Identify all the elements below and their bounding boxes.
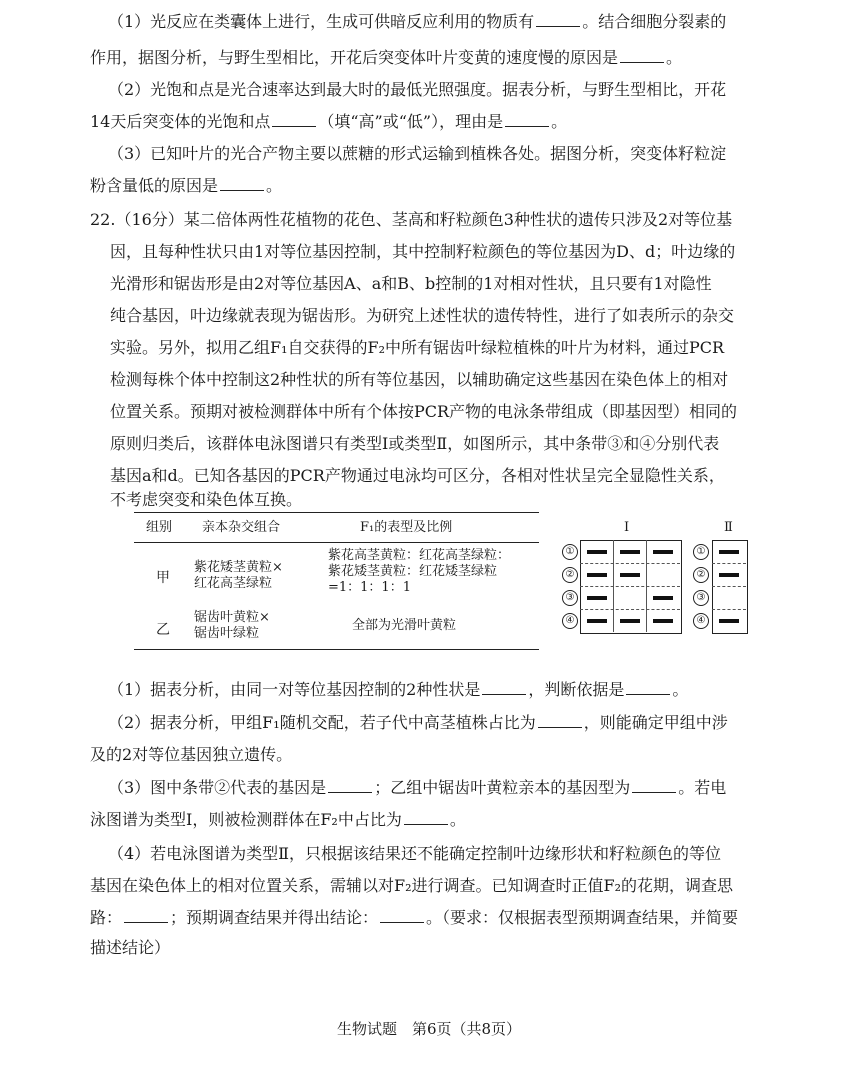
- gel-band: [587, 619, 607, 623]
- band-label-1: ①: [693, 544, 709, 560]
- table-row-group: 乙: [156, 622, 170, 638]
- table-row-parents: 紫花矮茎黄粒×: [194, 560, 283, 575]
- answer-blank[interactable]: [538, 713, 582, 728]
- type-2-label: Ⅱ: [724, 520, 733, 535]
- band-label-3: ③: [562, 590, 578, 606]
- gel-band: [620, 550, 640, 554]
- subq-4-cont: 描述结论）: [90, 938, 171, 957]
- subq-3-cont: 泳图谱为类型Ⅰ，则被检测群体在F₂中占比为 。: [90, 810, 466, 829]
- gel-band: [587, 550, 607, 554]
- gel-band: [620, 619, 640, 623]
- q22-line-10: 不考虑突变和染色体互换。: [110, 490, 303, 509]
- q22-line-6: 检测每株个体中控制这2种性状的所有等位基因，以辅助确定这些基因在染色体上的相对: [110, 370, 729, 389]
- subq-1: （1）据表分析，由同一对等位基因控制的2种性状是 ，判断依据是 。: [108, 680, 689, 699]
- cross-table: [134, 512, 539, 650]
- q21-line-5: （3）已知叶片的光合产物主要以蔗糖的形式运输到植株各处。据图分析，突变体籽粒淀: [108, 144, 727, 163]
- q22-line-8: 原则归类后，该群体电泳图谱只有类型Ⅰ或类型Ⅱ，如图所示，其中条带③和④分别代表: [110, 434, 720, 453]
- q22-line-2: 因，且每种性状只由1对等位基因控制，其中控制籽粒颜色的等位基因为D、d；叶边缘的: [110, 242, 736, 261]
- q21-line-6: 粉含量低的原因是 。: [90, 176, 283, 195]
- q22-line-7: 位置关系。预期对被检测群体中所有个体按PCR产物的电泳条带组成（即基因型）相同的: [110, 402, 738, 421]
- answer-blank[interactable]: [220, 176, 264, 191]
- q21-line-3: （2）光饱和点是光合速率达到最大时的最低光照强度。据表分析，与野生型相比，开花: [108, 80, 727, 99]
- answer-blank[interactable]: [620, 48, 664, 63]
- type-1-label: Ⅰ: [624, 520, 630, 535]
- q22-line-4: 纯合基因，叶边缘就表现为锯齿形。为研究上述性状的遗传特性，进行了如表所示的杂交: [110, 306, 735, 325]
- answer-blank[interactable]: [632, 778, 676, 793]
- q22-line-3: 光滑形和锯齿形是由2对等位基因A、a和B、b控制的1对相对性状，且只要有1对隐性: [110, 274, 712, 293]
- answer-blank[interactable]: [536, 12, 580, 27]
- band-label-1: ①: [562, 544, 578, 560]
- answer-blank[interactable]: [505, 112, 549, 127]
- table-row-f1: =1：1：1：1: [328, 580, 411, 595]
- subq-3: （3）图中条带②代表的基因是 ；乙组中锯齿叶黄粒亲本的基因型为 。若电: [108, 778, 727, 797]
- answer-blank[interactable]: [124, 908, 168, 923]
- answer-blank[interactable]: [328, 778, 372, 793]
- answer-blank[interactable]: [626, 680, 670, 695]
- table-row-group: 甲: [156, 570, 170, 586]
- band-label-3: ③: [693, 590, 709, 606]
- gel-band: [653, 550, 673, 554]
- q22-line-9: 基因a和d。已知各基因的PCR产物通过电泳均可区分，各相对性状呈完全显隐性关系，: [110, 466, 725, 485]
- gel-band: [719, 550, 739, 554]
- table-row-parents: 锯齿叶黄粒×: [194, 610, 270, 625]
- table-row-f1: 全部为光滑叶黄粒: [352, 618, 457, 633]
- table-row-parents: 红花高茎绿粒: [194, 576, 273, 591]
- answer-blank[interactable]: [380, 908, 424, 923]
- page-footer: 生物试题 第6页（共8页）: [336, 1020, 522, 1038]
- band-label-4: ④: [693, 613, 709, 629]
- gel-band: [653, 596, 673, 600]
- subq-2-cont: 及的2对等位基因独立遗传。: [90, 745, 293, 764]
- table-row-parents: 锯齿叶绿粒: [194, 626, 260, 641]
- gel-band: [719, 619, 739, 623]
- q21-line-2: 作用，据图分析，与野生型相比，开花后突变体叶片变黄的速度慢的原因是 。: [90, 48, 683, 67]
- answer-blank[interactable]: [272, 112, 316, 127]
- subq-4-cont: 基因在染色体上的相对位置关系，需辅以对F₂进行调查。已知调查时正值F₂的花期，调查思: [90, 876, 734, 895]
- gel-band: [719, 573, 739, 577]
- gel-band: [653, 619, 673, 623]
- q22-line-5: 实验。另外，拟用乙组F₁自交获得的F₂中所有锯齿叶绿粒植株的叶片为材料，通过PCR: [110, 338, 725, 357]
- q22-line-1: 22.（16分）某二倍体两性花植物的花色、茎高和籽粒颜色3种性状的遗传只涉及2对等位基: [90, 210, 733, 229]
- answer-blank[interactable]: [404, 810, 448, 825]
- subq-4: （4）若电泳图谱为类型Ⅱ，只根据该结果还不能确定控制叶边缘形状和籽粒颜色的等位: [108, 844, 722, 863]
- subq-4-cont: 路： ；预期调查结果并得出结论： 。（要求：仅根据表型预期调查结果，并简要: [90, 908, 739, 927]
- band-label-2: ②: [562, 567, 578, 583]
- gel-band: [587, 573, 607, 577]
- band-label-2: ②: [693, 567, 709, 583]
- table-header-f1: F₁的表型及比例: [360, 520, 453, 535]
- electrophoresis-diagram: [560, 520, 760, 640]
- answer-blank[interactable]: [482, 680, 526, 695]
- gel-band: [587, 596, 607, 600]
- gel-band: [620, 573, 640, 577]
- q21-line-4: 14天后突变体的光饱和点 （填“高”或“低”），理由是 。: [90, 112, 568, 131]
- table-row-f1: 紫花高茎黄粒：红花高茎绿粒：: [328, 548, 511, 563]
- table-header-group: 组别: [146, 520, 173, 535]
- subq-2: （2）据表分析，甲组F₁随机交配，若子代中高茎植株占比为 ，则能确定甲组中涉: [108, 713, 728, 732]
- band-label-4: ④: [562, 613, 578, 629]
- table-header-parents: 亲本杂交组合: [202, 520, 281, 535]
- table-row-f1: 紫花矮茎黄粒：红花矮茎绿粒: [328, 564, 498, 579]
- q21-line-1: （1）光反应在类囊体上进行，生成可供暗反应利用的物质有 。结合细胞分裂素的: [108, 12, 727, 31]
